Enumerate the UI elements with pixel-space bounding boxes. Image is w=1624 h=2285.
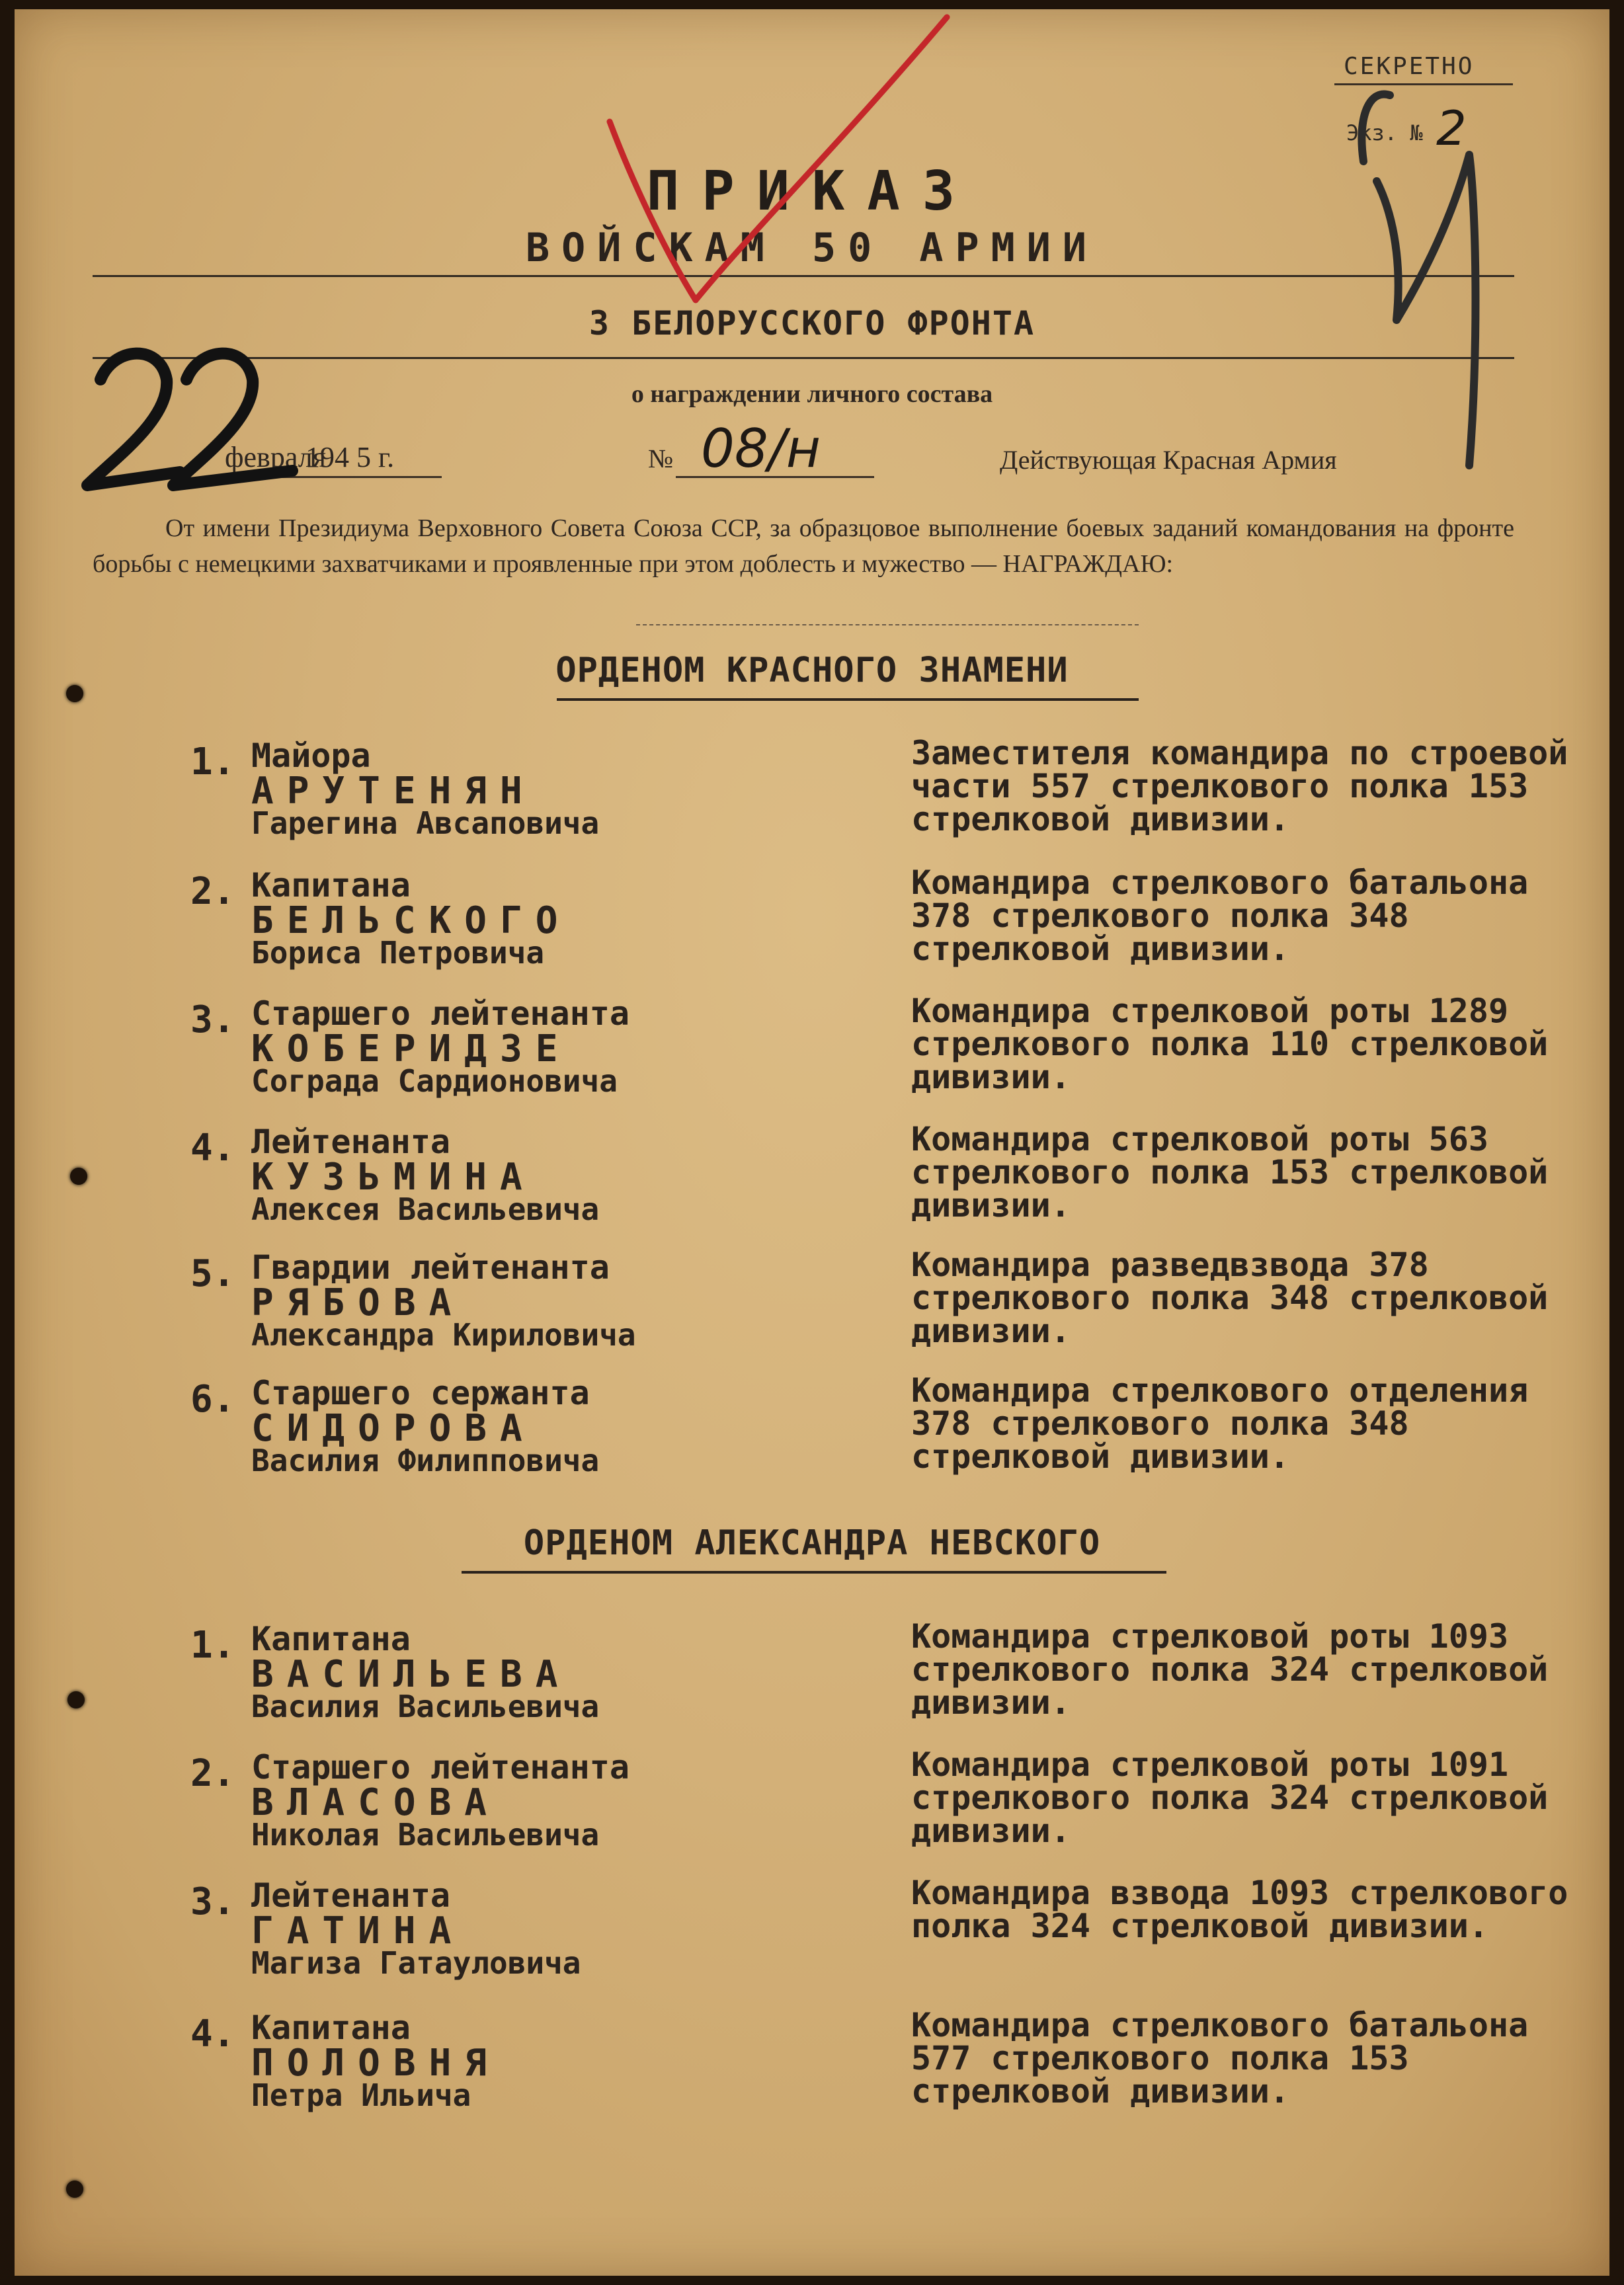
entry-given-name: Сограда Сардионовича [251,1063,618,1099]
entry-number: 1. [190,741,235,783]
entry-given-name: Александра Кириловича [251,1317,636,1353]
header-rule-top [93,275,1514,277]
entry-number: 4. [190,2013,235,2056]
front-line: 3 БЕЛОРУССКОГО ФРОНТА [589,304,1035,342]
entry-surname: СИДОРОВА [251,1407,536,1450]
entry-rank: Старшего лейтенанта [251,994,629,1033]
entry-given-name: Николая Васильевича [251,1817,600,1853]
section-heading-red-banner: ОРДЕНОМ КРАСНОГО ЗНАМЕНИ [555,651,1069,690]
entry-position: Командира стрелковой роты 1091 стрелкового полка 324 стрелковой дивизии. [911,1745,1549,1850]
entry-position: Командира взвода 1093 стрелкового полка 324 стрелковой дивизии. [911,1874,1568,1945]
entry-position: Заместителя командира по строевой части 557 стрелкового полка 153 стрелковой дивизии. [911,734,1568,838]
section-heading-underline [462,1571,1166,1574]
entry-surname: ГАТИНА [251,1909,465,1952]
army-label: Действующая Красная Армия [1000,445,1337,475]
entry-rank: Лейтенанта [251,1876,451,1915]
entry-position: Командира разведвзвода 378 стрелкового полка 348 стрелковой дивизии. [911,1246,1549,1350]
entry-number: 3. [190,998,235,1041]
entry-given-name: Василия Филипповича [251,1443,600,1478]
entry-rank: Майора [251,737,371,775]
copy-number-handwritten: 2 [1436,100,1467,156]
entry-number: 1. [190,1624,235,1667]
entry-number: 3. [190,1880,235,1923]
entry-surname: БЕЛЬСКОГО [251,899,571,942]
entry-surname: ВЛАСОВА [251,1781,501,1824]
entry-surname: ВАСИЛЬЕВА [251,1653,571,1696]
section-heading-underline [557,698,1139,701]
entry-surname: РЯБОВА [251,1281,465,1324]
entry-position: Командира стрелковой роты 563 стрелкового полка 153 стрелковой дивизии. [911,1120,1549,1224]
entry-number: 5. [190,1252,235,1295]
entry-surname: ПОЛОВНЯ [251,2042,501,2085]
entry-position: Командира стрелковой роты 1289 стрелкового полка 110 стрелковой дивизии. [911,992,1549,1096]
order-number-handwritten: 08/н [701,418,821,479]
entry-given-name: Магиза Гатауловича [251,1945,581,1981]
punch-hole [66,2181,83,2198]
punch-hole [67,1691,85,1708]
entry-rank: Старшего лейтенанта [251,1748,629,1786]
entry-number: 2. [190,1752,235,1795]
entry-given-name: Гарегина Авсаповича [251,805,600,841]
order-title: ПРИКАЗ [646,160,978,223]
date-month: февраля [225,441,326,473]
entry-position: Командира стрелковой роты 1093 стрелкового полка 324 стрелковой дивизии. [911,1617,1549,1722]
entry-rank: Старшего сержанта [251,1374,590,1412]
section-dotted-line [636,624,1139,625]
header-rule-bottom [93,357,1514,359]
entry-surname: КОБЕРИДЗЕ [251,1027,571,1070]
entry-given-name: Петра Ильича [251,2077,471,2113]
entry-number: 4. [190,1127,235,1170]
section-heading-nevsky: ОРДЕНОМ АЛЕКСАНДРА НЕВСКОГО [523,1523,1101,1563]
entry-rank: Лейтенанта [251,1123,451,1161]
entry-rank: Капитана [251,1620,411,1658]
entry-given-name: Василия Васильевича [251,1689,600,1724]
document-sheet [15,9,1609,2276]
entry-position: Командира стрелкового батальона 577 стрелкового полка 153 стрелковой дивизии. [911,2006,1529,2110]
order-number-underline [676,476,874,478]
order-number-label: № [648,444,674,473]
classification-stamp: СЕКРЕТНО [1344,53,1475,80]
entry-rank: Гвардии лейтенанта [251,1248,610,1287]
preamble-text: От имени Президиума Верховного Совета Союза ССР, за образцовое выполнение боевых заданий командования на фронте борьбы с немецкими захватчиками и проявленные при этом доблесть и мужество — НАГРАЖДАЮ: [93,514,1514,578]
entry-given-name: Бориса Петровича [251,935,545,971]
entry-rank: Капитана [251,866,411,904]
entry-number: 6. [190,1378,235,1421]
entry-position: Командира стрелкового отделения 378 стрелкового полка 348 стрелковой дивизии. [911,1371,1529,1476]
order-subject: о награждении личного состава [631,380,993,408]
entry-rank: Капитана [251,2009,411,2047]
entry-surname: КУЗЬМИНА [251,1156,536,1199]
punch-hole [66,685,83,702]
troops-line: ВОЙСКАМ 50 АРМИИ [526,225,1098,271]
date-underline [217,476,442,478]
copy-label: Экз. № [1346,120,1423,145]
entry-surname: АРУТЕНЯН [251,770,536,813]
entry-given-name: Алексея Васильевича [251,1191,600,1227]
punch-hole [70,1168,87,1185]
entry-position: Командира стрелкового батальона 378 стрелкового полка 348 стрелковой дивизии. [911,863,1529,968]
entry-number: 2. [190,870,235,913]
date-year: 194 5 г. [305,441,395,473]
classification-underline [1334,83,1513,85]
